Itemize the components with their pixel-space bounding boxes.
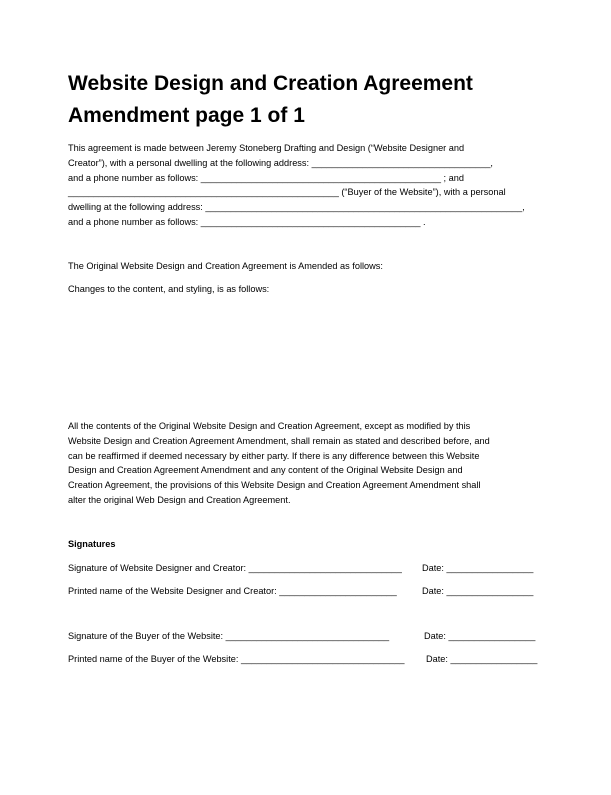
title-line: Amendment page 1 of 1 <box>68 104 305 127</box>
closing-paragraph <box>68 419 548 508</box>
amended-statement: The Original Website Design and Creation Agreement is Amended as follows: <box>68 261 383 271</box>
closing-line: Creation Agreement, the provisions of this Website Design and Creation Agreement Amendment shall <box>68 480 481 491</box>
closing-line: alter the original Web Design and Creation Agreement. <box>68 494 291 505</box>
designer-printed-name-row <box>68 584 548 598</box>
buyer-printed-name-field[interactable]: Printed name of the Buyer of the Website: ________________________________ <box>68 654 405 664</box>
designer-printed-name-date-field[interactable]: Date: _________________ <box>422 586 534 596</box>
buyer-signature-date-field[interactable]: Date: _________________ <box>424 631 536 641</box>
closing-line: can be reaffirmed if deemed necessary by either party. If there is any difference between this Website <box>68 450 480 461</box>
buyer-printed-name-date-field[interactable]: Date: _________________ <box>426 654 538 664</box>
designer-signature-row <box>68 561 548 575</box>
intro-line: and a phone number as follows: _______________________________________________ ; and <box>68 172 464 183</box>
designer-printed-name-field[interactable]: Printed name of the Website Designer and Creator: _______________________ <box>68 586 397 596</box>
buyer-signature-row <box>68 629 548 643</box>
signatures-heading: Signatures <box>68 539 116 549</box>
closing-line: All the contents of the Original Website Design and Creation Agreement, except as modified by this <box>68 421 471 431</box>
changes-statement: Changes to the content, and styling, is as follows: <box>68 284 270 294</box>
intro-paragraph <box>68 141 548 230</box>
buyer-signature-field[interactable]: Signature of the Buyer of the Website: ________________________________ <box>68 631 390 641</box>
designer-signature-field[interactable]: Signature of Website Designer and Creator: ______________________________ <box>68 563 402 573</box>
title-line: Website Design and Creation Agreement <box>68 72 473 95</box>
page-title <box>68 68 588 132</box>
intro-line: and a phone number as follows: ___________________________________________ . <box>68 216 426 227</box>
intro-line: _____________________________________________________ (“Buyer of the Website”), with a personal <box>68 187 506 198</box>
designer-signature-date-field[interactable]: Date: _________________ <box>422 563 534 573</box>
intro-line: This agreement is made between Jeremy Stoneberg Drafting and Design (“Website Designer and <box>68 143 465 153</box>
closing-line: Website Design and Creation Agreement Amendment, shall remain as stated and described before, and <box>68 435 490 446</box>
closing-line: Design and Creation Agreement Amendment and any content of the Original Website Design and <box>68 465 463 476</box>
intro-line: dwelling at the following address: ______________________________________________________________, <box>68 202 525 213</box>
intro-line: Creator”), with a personal dwelling at the following address: ___________________________________, <box>68 157 493 168</box>
buyer-printed-name-row <box>68 652 548 666</box>
